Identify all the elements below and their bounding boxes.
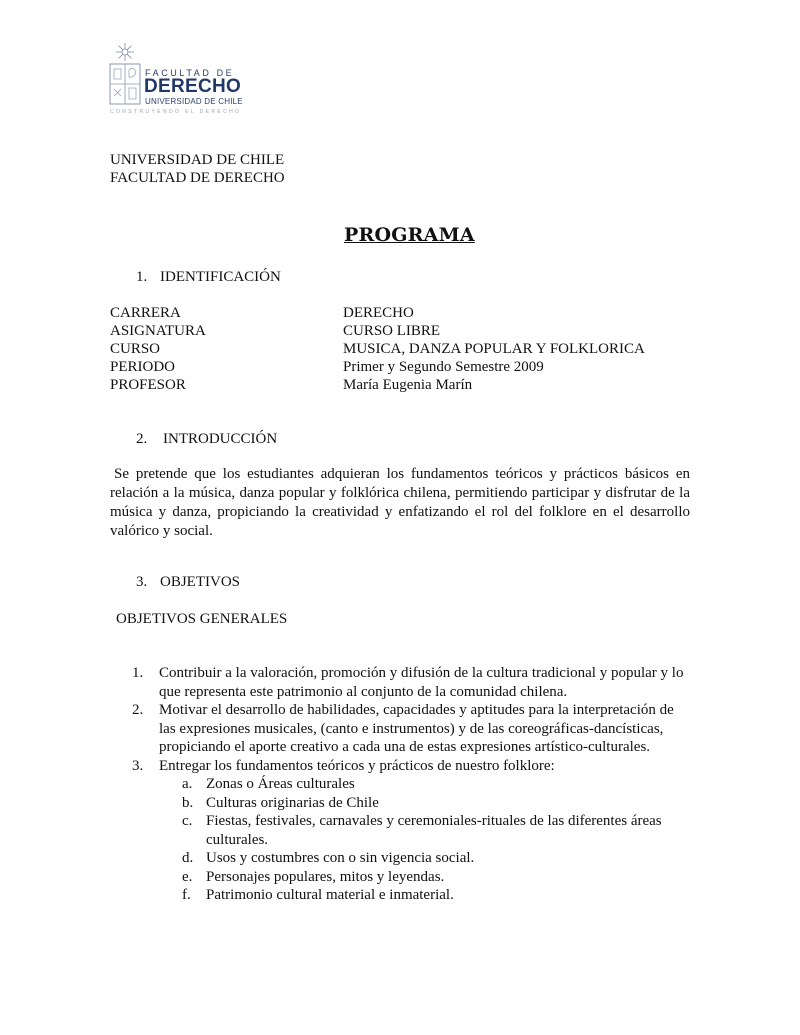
id-label: ASIGNATURA: [110, 323, 206, 339]
general-objectives-list: [132, 664, 692, 905]
section-1-number: 1.: [136, 269, 148, 285]
id-label: PROFESOR: [110, 377, 186, 393]
section-3-number: 3.: [136, 574, 148, 590]
list-item: [132, 757, 692, 776]
logo-university-label: UNIVERSIDAD DE CHILE: [145, 97, 243, 106]
list-marker: 2.: [132, 702, 144, 718]
list-marker: 1.: [132, 665, 144, 681]
id-value: CURSO LIBRE: [343, 323, 441, 339]
section-3-title: OBJETIVOS: [160, 574, 241, 590]
sub-list-marker: b.: [182, 794, 194, 811]
objectives-subtitle: OBJETIVOS GENERALES: [116, 611, 288, 627]
sub-list-marker: f.: [182, 887, 191, 903]
list-marker: 3.: [132, 757, 144, 774]
section-1-title: IDENTIFICACIÓN: [160, 269, 281, 285]
sub-list-marker: d.: [182, 850, 194, 866]
sub-list-item-text: Culturas originarias de Chile: [206, 794, 379, 811]
sub-list-item-text: Patrimonio cultural material e inmaterial.: [206, 887, 454, 903]
university-seal-icon: [108, 42, 142, 108]
faculty-name: FACULTAD DE DERECHO: [110, 170, 285, 186]
list-item-text: Entregar los fundamentos teóricos y prácticos de nuestro folklore:: [159, 757, 555, 774]
sub-list-item-text: Usos y costumbres con o sin vigencia social.: [206, 850, 475, 866]
section-2-title: INTRODUCCIÓN: [163, 431, 278, 447]
id-label: PERIODO: [110, 359, 176, 375]
university-name: UNIVERSIDAD DE CHILE: [110, 152, 285, 168]
list-item-text: Contribuir a la valoración, promoción y difusión de la cultura tradicional y popular y lo que representa este patrimonio al conjunto de la comunidad chilena.: [159, 665, 684, 700]
sub-list-item-text: Zonas o Áreas culturales: [206, 776, 355, 792]
id-label: CARRERA: [110, 305, 181, 321]
sub-list-item: [132, 775, 692, 794]
id-value: DERECHO: [343, 305, 414, 321]
sub-list-item: [132, 812, 692, 849]
list-item: [132, 664, 692, 701]
sub-list-item: [132, 868, 692, 887]
sub-list-item: [132, 849, 692, 868]
introduction-paragraph: Se pretende que los estudiantes adquieran los fundamentos teóricos y prácticos básicos en relación a la música, danza popular y folklórica chilena, permitiendo participar y disfrutar de la música y danza, propiciando la creatividad y enfatizando el rol del folklore en el desarrollo valórico y social.: [110, 466, 690, 539]
sub-list-marker: a.: [182, 776, 193, 792]
section-2-number: 2.: [136, 431, 148, 447]
logo-derecho-label: DERECHO: [144, 76, 242, 97]
sub-list-item: [132, 886, 692, 905]
id-value: Primer y Segundo Semestre 2009: [343, 359, 544, 375]
page-title: PROGRAMA: [344, 224, 475, 246]
id-value: María Eugenia Marín: [343, 377, 473, 393]
list-item-text: Motivar el desarrollo de habilidades, capacidades y aptitudes para la interpretación de las expresiones musicales, (canto e instrumentos) y de las coreográficas-dancísticas, propiciando el aporte creativo a cada una de estas expresiones artístico-culturales.: [159, 702, 674, 755]
id-value: MUSICA, DANZA POPULAR Y FOLKLORICA: [343, 341, 645, 357]
sub-list-item-text: Fiestas, festivales, carnavales y ceremoniales-rituales de las diferentes áreas culturales.: [206, 813, 662, 848]
logo-faculty-label: FACULTAD DE: [145, 68, 235, 78]
sub-list-marker: e.: [182, 868, 193, 885]
faculty-logo: [108, 42, 298, 118]
list-item: [132, 701, 692, 757]
logo-tagline: CONSTRUYENDO EL DERECHO: [110, 109, 242, 115]
id-label: CURSO: [110, 341, 161, 357]
sub-list-marker: c.: [182, 813, 193, 829]
sub-list-item-text: Personajes populares, mitos y leyendas.: [206, 868, 445, 885]
sub-list-item: [132, 794, 692, 813]
